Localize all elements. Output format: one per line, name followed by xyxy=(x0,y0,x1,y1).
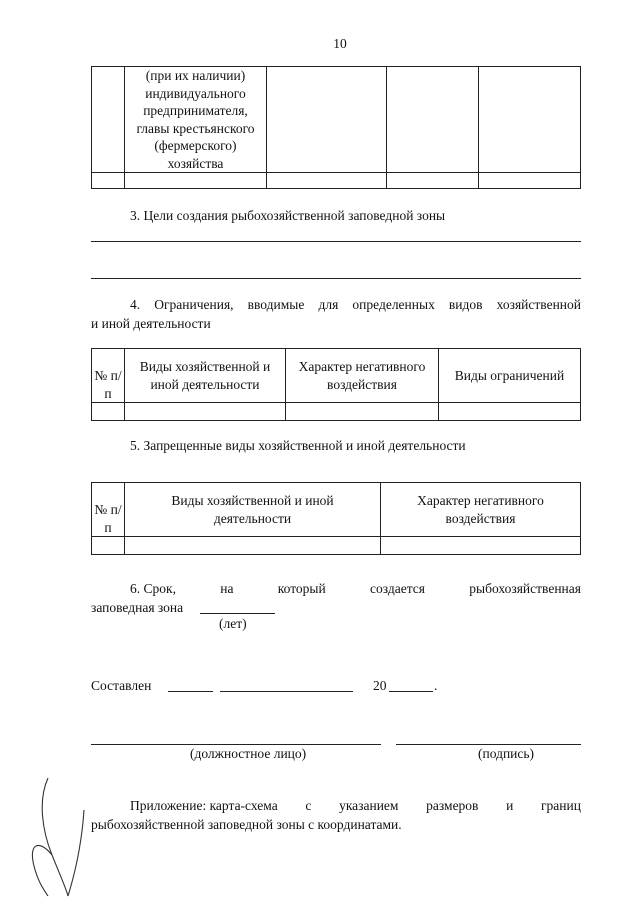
section6-line1 xyxy=(130,581,581,597)
table-cell xyxy=(439,403,581,421)
table-cell xyxy=(286,403,439,421)
table-cell xyxy=(125,173,267,189)
position-fill-line xyxy=(91,744,381,745)
restrictions-table xyxy=(91,348,581,421)
years-unit: (лет) xyxy=(219,616,247,631)
section6-line2: заповедная зона xyxy=(91,600,184,615)
table-cell xyxy=(92,173,125,189)
table-cell xyxy=(92,67,125,173)
appendix-word: и xyxy=(506,798,514,813)
appendix-word: границ xyxy=(541,798,581,813)
owner-cell-text: (при их наличии) индивидуального предпринимателя, главы крестьянского (фермерского) хозяйства xyxy=(125,67,267,173)
year-period: . xyxy=(434,678,438,693)
appendix-word: указанием xyxy=(339,798,399,813)
table-cell xyxy=(387,67,479,173)
table-cell xyxy=(125,403,286,421)
page-number: 10 xyxy=(333,36,347,51)
day-fill-line xyxy=(168,691,213,692)
appendix-word: размеров xyxy=(426,798,479,813)
table-cell xyxy=(479,173,581,189)
section4-title-line1: 4. Ограничения, вводимые для определенных видов хозяйственной xyxy=(130,297,581,312)
section6-word: рыбохозяйственная xyxy=(469,581,581,596)
header-restriction-types: Виды ограничений xyxy=(439,349,581,403)
table-cell xyxy=(381,537,581,555)
years-fill-line xyxy=(200,613,275,614)
table-cell xyxy=(92,403,125,421)
year-fill-line xyxy=(389,691,433,692)
section6-word: на xyxy=(220,581,234,596)
signature-fill-line xyxy=(396,744,581,745)
composed-label: Составлен xyxy=(91,678,152,693)
table-cell xyxy=(387,173,479,189)
fill-line xyxy=(91,241,581,242)
header-activity-types: Виды хозяйственной и иной деятельности xyxy=(125,349,286,403)
month-fill-line xyxy=(220,691,353,692)
appendix-word: Приложение: карта-схема xyxy=(130,798,278,813)
section6-word: который xyxy=(277,581,326,596)
header-number: № п/п xyxy=(92,349,125,403)
appendix-word: с xyxy=(305,798,312,813)
table-cell xyxy=(92,537,125,555)
section3-title: 3. Цели создания рыбохозяйственной заповедной зоны xyxy=(130,208,446,223)
header-negative-impact: Характер негативного воздействия xyxy=(286,349,439,403)
header-negative-impact: Характер негативного воздействия xyxy=(381,483,581,537)
section4-title-line2: и иной деятельности xyxy=(91,316,211,331)
table-cell xyxy=(479,67,581,173)
owner-table xyxy=(91,66,581,189)
fill-line xyxy=(91,278,581,279)
header-number: № п/п xyxy=(92,483,125,537)
position-caption: (должностное лицо) xyxy=(190,746,307,761)
section6-word: создается xyxy=(370,581,425,596)
header-activity-types: Виды хозяйственной и иной деятельности xyxy=(125,483,381,537)
prohibited-table xyxy=(91,482,581,555)
section6-word: 6. Срок, xyxy=(130,581,176,596)
handwritten-signature xyxy=(8,770,98,900)
table-cell xyxy=(267,173,387,189)
year-prefix: 20 xyxy=(373,678,387,693)
table-cell xyxy=(267,67,387,173)
appendix-line2: рыбохозяйственной заповедной зоны с координатами. xyxy=(91,817,402,832)
appendix-line1 xyxy=(130,798,581,814)
section5-title: 5. Запрещенные виды хозяйственной и иной деятельности xyxy=(130,438,466,453)
signature-caption: (подпись) xyxy=(478,746,535,761)
table-cell xyxy=(125,537,381,555)
